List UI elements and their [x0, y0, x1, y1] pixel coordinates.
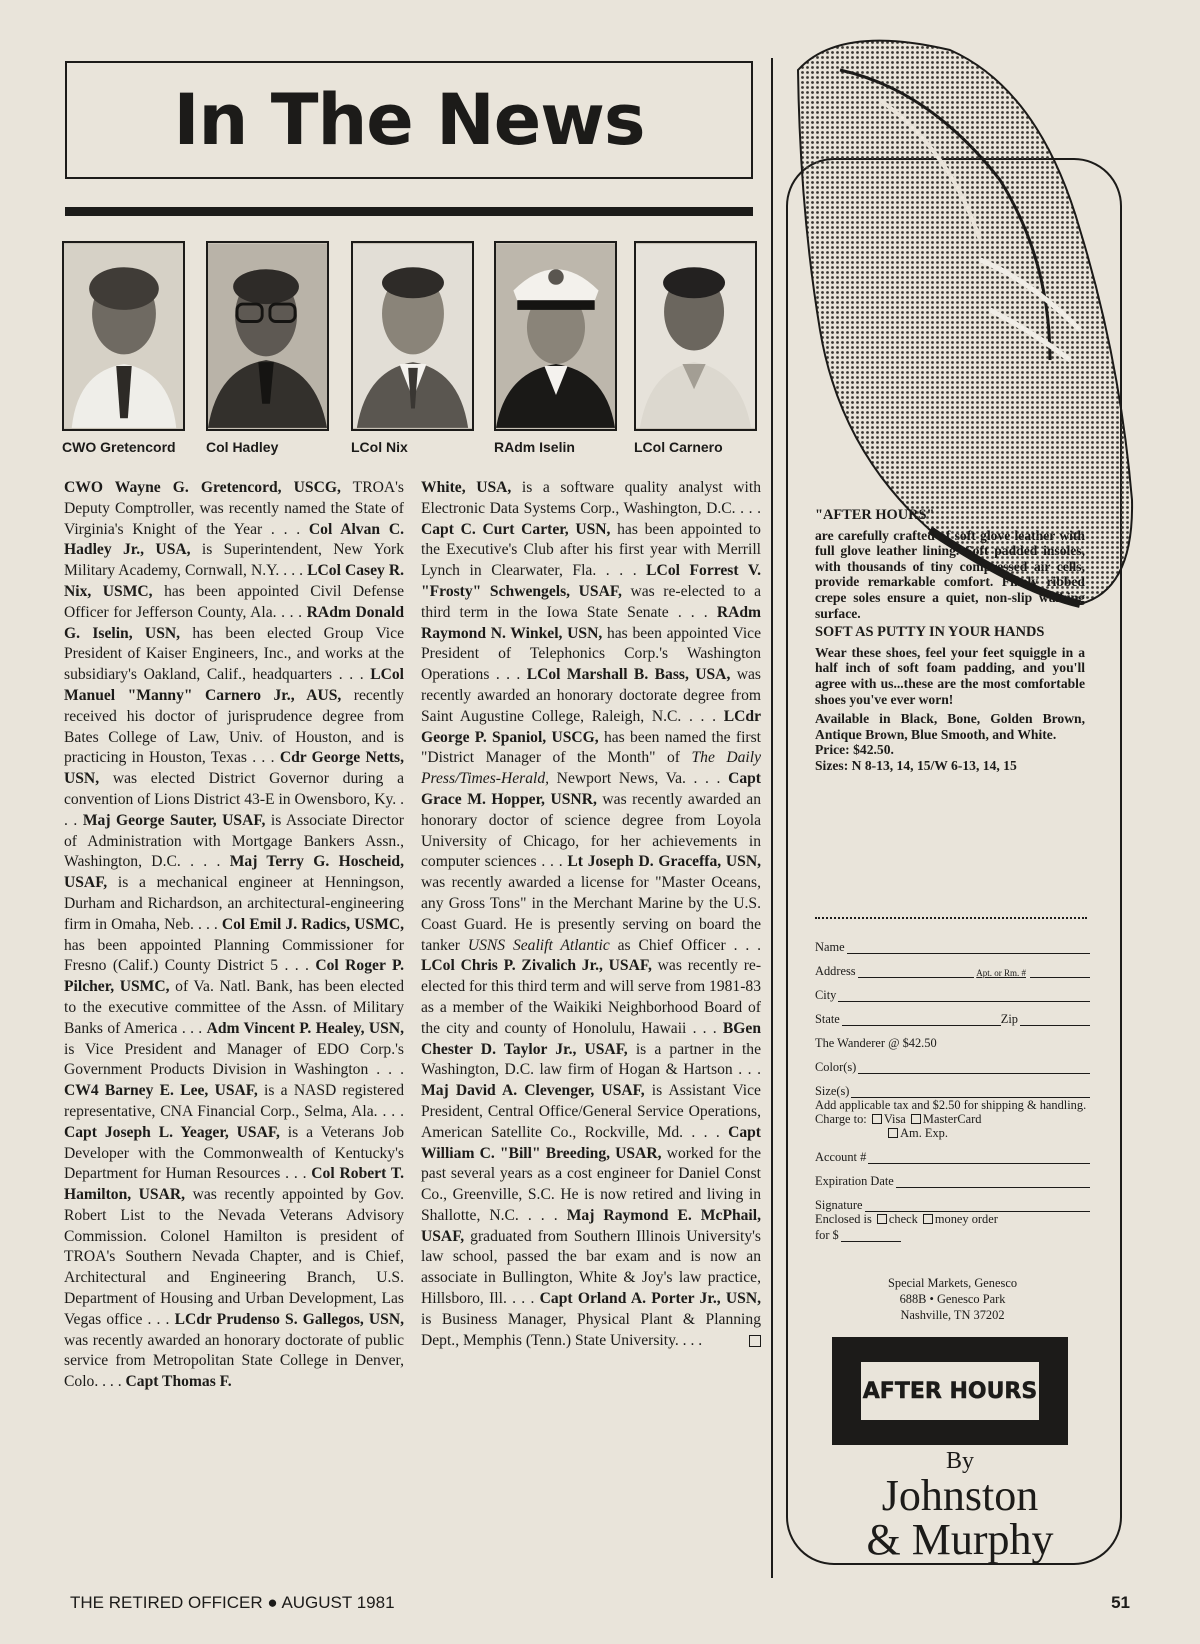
enclosed-row: Enclosed is check money order — [815, 1212, 998, 1226]
after-hours-logo — [832, 1337, 1068, 1445]
amount-row: for $ — [815, 1226, 1090, 1242]
money-order-checkbox[interactable] — [923, 1214, 933, 1224]
publication-name: USNS Sealift Atlantic — [467, 936, 610, 954]
officer-name: LCol Chris P. Zivalich Jr., USAF, — [421, 957, 652, 975]
officer-name: CWO Wayne G. Gretencord, USCG, — [64, 479, 341, 496]
news-text: has been appointed Civil Defense Officer for Jefferson County, Ala. . . . — [64, 582, 404, 621]
ad-intro: are carefully crafted of soft glove leather with full glove leather lining. Soft padded insoles, with thousands of tiny compressed air cells, provide remarkable comfort. Finely ribbed crepe soles ensure a quiet, non-slip walking surface. — [815, 527, 1085, 621]
portrait-iselin — [494, 241, 617, 455]
officer-name: Capt Joseph L. Yeager, USAF, — [64, 1123, 280, 1141]
portrait-silhouette-icon — [208, 243, 327, 429]
logo-text: AFTER HOURS — [861, 1362, 1039, 1420]
news-text: is a partner in the Washington, D.C. law firm of Hogan & Hartson . . . — [421, 1040, 761, 1079]
officer-name: LCol Forrest V. "Frosty" Schwengels, USAF, — [421, 562, 761, 600]
order-coupon — [815, 930, 1090, 1242]
officer-name: Maj David A. Clevenger, USAF, — [421, 1082, 645, 1100]
portrait-caption: LCol Carnero — [634, 439, 723, 455]
amex-checkbox[interactable] — [888, 1128, 898, 1138]
address-row: Address Apt. or Rm. # — [815, 954, 1090, 978]
news-text: has been named the first "District Manager of the Month" of — [421, 728, 761, 767]
news-text: graduated from Southern Illinois University's law school, passed the bar exam and is now an associate in Bullington, White & Joy's law practice, Hillsboro, Ill. . . . — [421, 1227, 761, 1308]
news-text: is Vice President and Manager of EDO Corp.'s Government Products Division in Washington . . . — [64, 1040, 404, 1079]
account-field[interactable] — [868, 1152, 1090, 1164]
officer-name: Col Alvan C. Hadley Jr., USA, — [64, 520, 404, 559]
officer-name: Capt Grace M. Hopper, USNR, — [421, 770, 761, 808]
officer-name: Lt Joseph D. Graceffa, USN, — [567, 853, 761, 871]
brand-by: By — [945, 1448, 974, 1474]
expiration-field[interactable] — [896, 1176, 1090, 1188]
coupon-dotted-rule — [815, 917, 1087, 919]
tax-note: Add applicable tax and $2.50 for shipping & handling. — [815, 1098, 1087, 1112]
check-checkbox[interactable] — [877, 1214, 887, 1224]
column-divider — [771, 58, 773, 1578]
news-text: is Associate Director of Administration with Mortgage Bankers Assn., Washington, D.C. . . . — [64, 811, 404, 871]
news-text: was recently awarded an honorary doctor of science degree from Loyola University of Chicago, for her achievements in computer sciences . . . — [421, 790, 761, 871]
news-text: is Superintendent, New York Military Academy, Cornwall, N.Y. . . . — [64, 541, 404, 580]
officer-name: Col Roger P. Pilcher, USMC, — [64, 957, 404, 996]
news-text: recently received his doctor of jurisprudence degree from Bates College of Law, Univ. of Houston, and is practicing in Houston, Texas . . . — [64, 686, 404, 767]
article-paragraph — [64, 478, 404, 1393]
officer-name: Capt Orland A. Porter Jr., USN, — [539, 1290, 761, 1308]
officer-name: LCdr Prudenso S. Gallegos, USN, — [174, 1310, 404, 1328]
mastercard-checkbox[interactable] — [911, 1114, 921, 1124]
size-row: Size(s) — [815, 1074, 1090, 1098]
news-text: is a Veterans Job Developer with the Commonwealth of Kentucky's Department for Human Resources . . . — [64, 1123, 404, 1183]
officer-name: Capt C. Curt Carter, USN, — [421, 520, 611, 538]
news-text: was re-elected to a third term in the Iowa State Senate . . . — [421, 582, 761, 621]
portrait-photo — [494, 241, 617, 431]
news-text: is a mechanical engineer at Henningson, Durham and Richardson, an architectural-engineering firm in Omaha, Neb. . . . — [64, 874, 404, 933]
officer-name: Maj Raymond E. McPhail, USAF, — [421, 1206, 761, 1245]
page-footer — [70, 1593, 1130, 1613]
size-field[interactable] — [851, 1086, 1090, 1098]
state-field[interactable] — [842, 1014, 1001, 1026]
portrait-row — [62, 241, 762, 456]
officer-name: LCol Marshall B. Bass, USA, — [526, 666, 731, 684]
news-text: has been elected Group Vice President of Kaiser Engineers, Inc., and works at the subsidiary's Oakland, Calif., headquarters . . . — [64, 624, 404, 684]
ad-sizes: Sizes: N 8-13, 14, 15/W 6-13, 14, 15 — [815, 757, 1017, 773]
portrait-silhouette-icon — [496, 243, 615, 429]
ad-body: Wear these shoes, feel your feet squiggle in a half inch of soft foam padding, and you'll agree with us...these are the most comfortable shoes you've ever worn! — [815, 644, 1085, 707]
officer-name: Col Emil J. Radics, USMC, — [221, 915, 404, 933]
officer-name: CW4 Barney E. Lee, USAF, — [64, 1082, 258, 1100]
state-row: State Zip — [815, 1002, 1090, 1026]
news-text: was recently awarded a license for "Master Oceans, any Gross Tons" in the Merchant Marine by the U.S. Coast Guard. He is presently serving on board the tanker — [421, 874, 761, 954]
charge-to-row: Charge to: Visa MasterCard Am. Exp. — [815, 1112, 982, 1140]
portrait-hadley — [206, 241, 329, 455]
article-column-1 — [64, 478, 404, 1568]
officer-name: LCol Manuel "Manny" Carnero Jr., AUS, — [64, 666, 404, 704]
officer-name: RAdm Raymond N. Winkel, USN, — [421, 603, 761, 642]
apt-field[interactable] — [1030, 966, 1090, 978]
end-mark-icon — [749, 1335, 761, 1347]
officer-name: RAdm Donald G. Iselin, USN, — [64, 603, 404, 642]
officer-name: White, USA, — [421, 479, 512, 496]
officer-name: BGen Chester D. Taylor Jr., USAF, — [421, 1019, 761, 1058]
officer-name: Cdr George Netts, USN, — [64, 749, 404, 788]
portrait-caption: CWO Gretencord — [62, 439, 176, 455]
portrait-gretencord — [62, 241, 185, 455]
officer-name: Capt William C. "Bill" Breeding, USAR, — [421, 1123, 761, 1162]
signature-field[interactable] — [865, 1200, 1091, 1212]
product-row: The Wanderer @ $42.50 — [815, 1036, 937, 1050]
portrait-caption: Col Hadley — [206, 439, 279, 455]
page-title: In The News — [173, 79, 645, 161]
brand-signature — [820, 1448, 1100, 1562]
ad-price: Price: $42.50. — [815, 742, 894, 758]
portrait-silhouette-icon — [353, 243, 472, 429]
news-text: as Chief Officer . . . — [609, 936, 761, 954]
portrait-caption: LCol Nix — [351, 439, 408, 455]
colors-row: Color(s) — [815, 1050, 1090, 1074]
news-text: is Assistant Vice President, Central Office/General Service Operations, American Satellite Co., Rockville, Md. . . . — [421, 1082, 761, 1141]
officer-name: LCdr George P. Spaniol, USCG, — [421, 707, 761, 746]
news-text: has been appointed to the Executive's Club after his first year with Merrill Lynch in Clearwater, Fla. . . . — [421, 520, 761, 580]
masthead-box — [65, 61, 753, 179]
city-row: City — [815, 978, 1090, 1002]
news-text: TROA's Deputy Comptroller, was recently named the State of Virginia's Knight of the Year . . . — [64, 479, 404, 538]
officer-name: Adm Vincent P. Healey, USN, — [206, 1019, 404, 1037]
news-text: worked for the past several years as a cost engineer for Daniel Const Co., Greenville, S.C. He is now retired and living in Shallotte, N.C. . . . — [421, 1144, 761, 1224]
ad-subhead: SOFT AS PUTTY IN YOUR HANDS — [815, 624, 1045, 641]
address-field[interactable] — [858, 966, 975, 978]
news-text: was recently awarded an honorary doctorate degree from Saint Augustine College, Raleigh, N.C. . . . — [421, 666, 761, 725]
news-text: was recently appointed by Gov. Robert List to the Nevada Veterans Advisory Commission. Colonel Hamilton is president of TROA's Southern Nevada Chapter, and is Chief, Architectural and Engineering Branch, U.S. Department of Housing and Urban Development, Las Vegas office . . . — [64, 1186, 404, 1328]
ad-headline: "AFTER HOURS" — [815, 507, 935, 523]
news-text: has been appointed Vice President of Telephonics Corp.'s Washington Operations . . . — [421, 624, 761, 684]
officer-name: Capt Thomas F. — [125, 1373, 232, 1391]
visa-checkbox[interactable] — [872, 1114, 882, 1124]
portrait-silhouette-icon — [636, 243, 755, 429]
article-column-2 — [421, 478, 761, 1568]
officer-name: Maj Terry G. Hoscheid, USAF, — [64, 853, 404, 892]
publication-name: The Daily Press/Times-Herald, — [421, 749, 761, 788]
news-text: was recently re-elected for this third term and will serve from 1981-83 as a member of the Waikiki Neighborhood Board of the city and county of Honolulu, Hawaii . . . — [421, 957, 761, 1037]
news-text: was elected District Governor during a convention of Lions District 43-E in Owensboro, Ky. . . . — [64, 770, 404, 829]
magazine-issue: THE RETIRED OFFICER ● AUGUST 1981 — [70, 1593, 395, 1612]
article-paragraph — [421, 478, 761, 1351]
account-row: Account # — [815, 1140, 1090, 1164]
news-text: was recently awarded an honorary doctorate of public service from Metropolitan State College in Denver, Colo. . . . — [64, 1331, 404, 1391]
brand-name-johnston: Johnston — [881, 1471, 1039, 1520]
news-text: is a NASD registered representative, CNA Financial Corp., Selma, Ala. . . . — [64, 1082, 404, 1120]
brand-name-murphy: & Murphy — [866, 1515, 1054, 1564]
officer-name: LCol Casey R. Nix, USMC, — [64, 562, 404, 600]
news-text: has been appointed Planning Commissioner for Fresno (Calif.) County District 5 . . . — [64, 936, 404, 975]
portrait-photo — [62, 241, 185, 431]
mailing-address: Special Markets, Genesco 688B • Genesco Park Nashville, TN 37202 — [887, 1276, 1018, 1322]
officer-name: Col Robert T. Hamilton, USAR, — [64, 1165, 404, 1204]
portrait-photo — [351, 241, 474, 431]
officer-name: Maj George Sauter, USAF, — [82, 811, 266, 829]
ad-copy — [815, 508, 1085, 778]
portrait-nix — [351, 241, 474, 455]
portrait-carnero — [634, 241, 757, 455]
page-number: 51 — [1111, 1593, 1130, 1612]
expiration-row: Expiration Date — [815, 1164, 1090, 1188]
news-text: Newport News, Va. . . . — [549, 770, 729, 788]
name-field[interactable] — [847, 942, 1090, 954]
portrait-silhouette-icon — [64, 243, 183, 429]
zip-field[interactable] — [1020, 1014, 1090, 1026]
news-text: of Va. Natl. Bank, has been elected to the executive committee of the Assn. of Military Banks of America . . . — [64, 978, 404, 1037]
ad-colors: Available in Black, Bone, Golden Brown, Antique Brown, Blue Smooth, and White. — [815, 711, 1085, 742]
city-field[interactable] — [838, 990, 1090, 1002]
news-text: is Business Manager, Physical Plant & Planning Dept., Memphis (Tenn.) State University. . . . — [421, 1310, 761, 1349]
portrait-caption: RAdm Iselin — [494, 439, 575, 455]
amount-field[interactable] — [841, 1230, 901, 1242]
portrait-photo — [206, 241, 329, 431]
name-row: Name — [815, 930, 1090, 954]
colors-field[interactable] — [858, 1062, 1090, 1074]
portrait-photo — [634, 241, 757, 431]
signature-row: Signature — [815, 1188, 1090, 1212]
news-text: is a software quality analyst with Electronic Data Systems Corp., Washington, D.C. . . . — [421, 479, 761, 517]
heavy-rule — [65, 207, 753, 216]
